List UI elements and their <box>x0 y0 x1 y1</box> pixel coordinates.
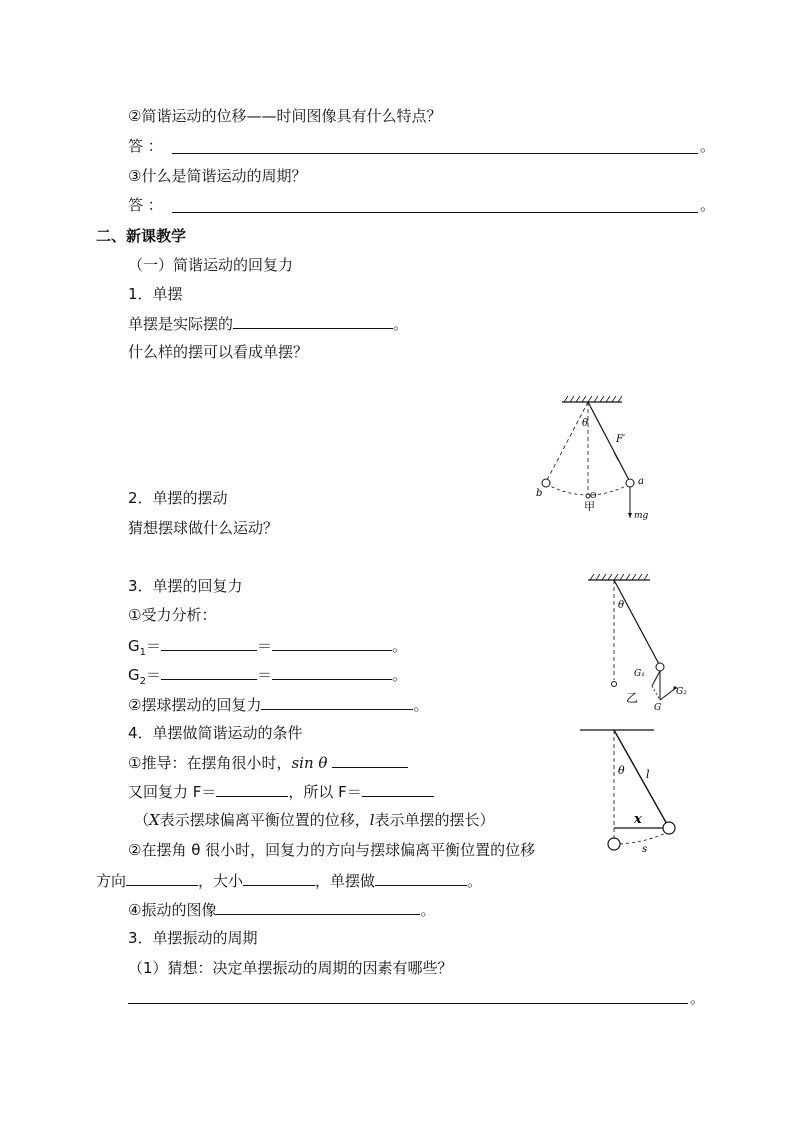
derivation-line: ①推导：在摆角很小时，sin θ <box>128 752 408 773</box>
displacement-label: x <box>634 812 642 827</box>
g2-label: G₂ <box>676 687 687 697</box>
theta-label: θ <box>582 418 589 429</box>
point-a-label: a <box>638 476 644 487</box>
item-4-heading: 4．单摆做简谐运动的条件 <box>128 724 303 742</box>
answer-label: 答 ： <box>128 196 163 214</box>
answer-blank[interactable] <box>172 212 698 213</box>
restoring-force-line: 又回复力 F＝ ，所以 F＝ <box>128 781 434 802</box>
period-mark: 。 <box>700 196 716 214</box>
force-analysis-label: ①受力分析： <box>128 606 217 624</box>
answer-blank[interactable] <box>172 153 698 154</box>
point-b-label: b <box>536 488 543 499</box>
figure-yi-label: 乙 <box>626 691 639 705</box>
item-2-heading: 2．单摆的摆动 <box>128 489 228 507</box>
restoring-force: ②摆球摆动的回复力 。 <box>128 696 429 714</box>
force-label: F′ <box>616 434 626 445</box>
g2-equation: $G_2=$ ＝ 。 <box>128 666 408 687</box>
g1-equation: $G_1=$ ＝ 。 <box>128 637 408 658</box>
length-label: l <box>646 768 650 781</box>
item-1-heading: 1．单摆 <box>128 285 183 303</box>
period-mark: 。 <box>690 989 706 1007</box>
small-angle-pendulum-figure <box>580 722 690 856</box>
review-question-3: ③什么是简谐运动的周期？ <box>128 167 307 185</box>
pendulum-swing-figure <box>530 392 660 520</box>
theta-label: θ <box>618 764 625 777</box>
theta-label: θ <box>618 600 625 611</box>
item-1-text: 单摆是实际摆的 。 <box>128 315 409 333</box>
g1-label: G₁ <box>634 669 645 679</box>
review-question-2: ②简谐运动的位移——时间图像具有什么特点？ <box>128 107 442 125</box>
arc-label: s <box>642 844 648 855</box>
guess-question: （1）猜想：决定单摆振动的周期的因素有哪些？ <box>128 959 453 977</box>
item-1-question: 什么样的摆可以看成单摆？ <box>128 343 309 361</box>
item-3-heading: 3．单摆的回复力 <box>128 577 243 595</box>
direction-line: 方向 ，大小 ，单摆做 。 <box>96 872 483 890</box>
force-decomposition-figure <box>584 570 694 716</box>
item-2-question: 猜想摆球做什么运动？ <box>128 519 279 537</box>
answer-blank[interactable] <box>128 1003 688 1004</box>
condition-2: ②在摆角 θ 很小时，回复力的方向与摆球偏离平衡位置的位移 <box>128 841 536 859</box>
point-o-label: O <box>590 491 597 500</box>
item-5-heading: 3．单摆振动的周期 <box>128 929 258 947</box>
answer-label: 答 ： <box>128 137 163 155</box>
g-label: G <box>654 703 662 713</box>
fill-blank[interactable] <box>233 313 393 329</box>
note-line: （X表示摆球偏离平衡位置的位移，l表示单摆的摆长） <box>134 811 495 829</box>
graph-line: ④振动的图像 。 <box>128 901 436 919</box>
figure-jia-label: 甲 <box>584 500 595 513</box>
subsection-title: （一）简谐运动的回复力 <box>128 256 294 274</box>
section-title: 二、新课教学 <box>96 227 187 245</box>
mg-label: mg <box>634 511 649 520</box>
period-mark: 。 <box>700 137 716 155</box>
